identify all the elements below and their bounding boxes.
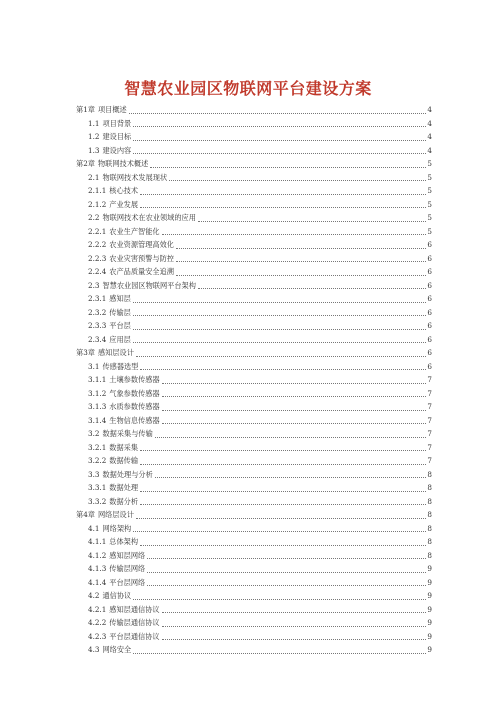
toc-page-number: 8 [427,537,432,546]
toc-dot-leader [147,558,426,559]
toc-entry-label [88,144,131,158]
toc-entry-text: 气象参数传感器 [109,388,160,398]
toc-dot-leader [162,410,427,411]
toc-page-number: 7 [427,429,432,438]
toc-dot-leader [133,599,426,600]
toc-page-number: 4 [427,118,432,128]
toc-entry-label [76,103,127,117]
toc-entry[interactable] [76,184,432,198]
toc-entry-number: 3.3.1 [88,483,107,492]
toc-dot-leader [136,356,427,357]
toc-entry-label [88,279,196,293]
toc-entry-text: 项目概述 [97,105,127,114]
toc-entry-text: 农业灾害预警与防控 [109,253,174,263]
toc-entry[interactable] [76,130,432,144]
toc-entry-number: 2.2.2 [88,240,107,249]
toc-entry-text: 项目背景 [102,118,132,128]
toc-entry[interactable] [76,508,432,522]
toc-page-number: 6 [427,240,432,249]
toc-entry[interactable] [76,535,432,549]
toc-page-number: 6 [427,334,432,344]
toc-entry[interactable] [76,333,432,347]
toc-entry[interactable] [76,252,432,266]
toc-dot-leader [162,639,427,640]
toc-entry[interactable] [76,198,432,212]
toc-entry-number: 4.2 [88,591,100,600]
toc-dot-leader [162,612,427,613]
toc-dot-leader [176,248,426,249]
toc-dot-leader [140,545,426,546]
toc-entry-text: 感知层通信协议 [109,604,160,614]
toc-entry-label [88,171,167,185]
toc-dot-leader [162,423,427,424]
toc-dot-leader [140,194,426,195]
toc-entry-text: 数据处理与分析 [102,469,153,479]
toc-entry-number: 1.3 [88,145,100,155]
toc-dot-leader [176,275,426,276]
toc-page-number: 7 [427,375,432,384]
toc-entry-text: 智慧农业园区物联网平台架构 [102,280,196,290]
toc-entry-label [88,616,160,630]
toc-entry-text: 传输层 [109,307,131,317]
toc-entry-number: 2.1.2 [88,199,107,209]
toc-entry-number: 2.2 [88,213,100,222]
toc-entry-number: 2.3.4 [88,334,107,344]
toc-entry-number: 4.3 [88,645,100,654]
toc-entry-number: 第4章 [76,510,95,519]
toc-page-number: 6 [427,348,432,357]
toc-entry-number: 2.3.1 [88,294,107,303]
toc-entry[interactable] [76,495,432,509]
toc-entry-number: 3.1.3 [88,402,107,411]
toc-entry-text: 传输层网络 [109,564,146,573]
toc-page-number: 6 [427,280,432,290]
toc-page-number: 7 [427,442,432,452]
toc-page-number: 9 [427,604,432,614]
toc-entry-text: 感知层网络 [109,550,146,560]
toc-entry-text: 网络安全 [102,645,132,654]
toc-entry-text: 总体架构 [109,537,139,546]
toc-entry-number: 1.2 [88,132,100,141]
toc-entry-number: 3.3 [88,469,100,479]
toc-page-number: 7 [427,388,432,398]
toc-dot-leader [133,653,426,654]
toc-entry-label [88,238,174,252]
toc-entry[interactable] [76,238,432,252]
toc-dot-leader [133,531,426,532]
toc-entry-label [88,562,145,576]
toc-entry[interactable] [76,373,432,387]
toc-entry[interactable] [76,589,432,603]
toc-entry-text: 数据分析 [109,496,139,506]
toc-entry-label [88,589,131,603]
toc-entry-text: 核心技术 [109,186,139,195]
toc-entry-label [88,481,138,495]
toc-dot-leader [140,450,426,451]
toc-entry-text: 物联网技术在农业领域的应用 [102,213,196,222]
toc-entry-text: 数据采集 [109,442,139,452]
toc-dot-leader [133,315,427,316]
toc-entry[interactable] [76,306,432,320]
toc-entry-number: 4.1.3 [88,564,107,573]
toc-entry[interactable] [76,481,432,495]
toc-entry[interactable] [76,400,432,414]
toc-entry-number: 3.1 [88,361,100,371]
toc-entry-number: 4.2.2 [88,618,107,627]
toc-entry-text: 农产品质量安全追溯 [109,267,174,276]
toc-entry-number: 第3章 [76,348,95,357]
toc-entry-label [88,549,145,563]
toc-dot-leader [155,437,427,438]
toc-dot-leader [140,504,426,505]
toc-entry-label [88,211,196,225]
toc-dot-leader [147,585,426,586]
toc-page-number: 6 [427,321,432,330]
toc-page-number: 5 [427,213,432,222]
toc-page-number: 5 [427,172,432,182]
toc-entry[interactable] [76,171,432,185]
toc-entry-text: 感知层 [109,294,131,303]
toc-entry-text: 物联网技术概述 [97,159,149,168]
toc-page-number: 6 [427,361,432,371]
toc-page-number: 4 [427,132,432,141]
toc-entry-label [88,468,153,482]
toc-entry-number: 3.2.1 [88,442,107,452]
toc-page-number: 5 [427,159,432,168]
toc-entry-label [88,495,138,509]
toc-entry[interactable] [76,603,432,617]
toc-entry-label [88,360,138,374]
toc-entry-number: 3.3.2 [88,496,107,506]
toc-page-number: 5 [427,199,432,209]
toc-entry-text: 农业资源管理高效化 [109,240,174,249]
toc-dot-leader [140,491,426,492]
toc-dot-leader [133,302,427,303]
toc-entry-label [88,387,160,401]
toc-entry-text: 产业发展 [109,199,139,209]
toc-page-number: 4 [427,105,432,114]
toc-entry-number: 4.2.1 [88,604,107,614]
toc-entry-text: 数据处理 [109,483,139,492]
toc-entry-number: 2.2.3 [88,253,107,263]
toc-dot-leader [147,572,426,573]
toc-entry-label [88,130,131,144]
toc-page-number: 9 [427,591,432,600]
toc-entry[interactable] [76,427,432,441]
toc-page-number: 4 [427,145,432,155]
toc-entry-number: 4.1.4 [88,577,107,587]
toc-entry-label [88,603,160,617]
toc-entry[interactable] [76,225,432,239]
table-of-contents [76,103,432,657]
toc-page-number: 8 [427,523,432,533]
toc-entry-label [88,117,131,131]
toc-entry-label [88,184,138,198]
toc-dot-leader [129,113,427,114]
toc-entry[interactable] [76,211,432,225]
toc-page-number: 5 [427,186,432,195]
toc-entry[interactable] [76,468,432,482]
toc-entry[interactable] [76,576,432,590]
toc-entry-number: 1.1 [88,118,100,128]
toc-entry[interactable] [76,643,432,657]
toc-entry-number: 4.2.3 [88,631,107,641]
toc-entry-number: 2.3.2 [88,307,107,317]
toc-entry-label [76,157,148,171]
document-title: 智慧农业园区物联网平台建设方案 [124,79,372,98]
toc-dot-leader [150,167,426,168]
toc-page-number: 9 [427,645,432,654]
toc-page-number: 9 [427,577,432,587]
toc-entry[interactable] [76,522,432,536]
toc-entry-text: 平台层 [109,321,131,330]
toc-dot-leader [140,464,426,465]
toc-entry-text: 农业生产智能化 [109,226,160,236]
toc-entry-text: 应用层 [109,334,131,344]
toc-entry[interactable] [76,441,432,455]
toc-entry-label [88,643,131,657]
toc-entry[interactable] [76,616,432,630]
toc-entry[interactable] [76,387,432,401]
toc-entry-text: 传输层通信协议 [109,618,160,627]
toc-entry-number: 2.1.1 [88,186,107,195]
toc-entry[interactable] [76,346,432,360]
toc-dot-leader [133,126,426,127]
toc-dot-leader [162,234,427,235]
toc-entry-label [88,535,138,549]
toc-entry[interactable] [76,319,432,333]
toc-entry-text: 建设目标 [102,132,132,141]
toc-dot-leader [162,396,427,397]
toc-page-number: 8 [427,550,432,560]
toc-page-number: 5 [427,226,432,236]
toc-entry-text: 感知层设计 [97,348,134,357]
toc-page-number: 7 [427,402,432,411]
toc-entry-label [88,441,138,455]
toc-dot-leader [133,140,426,141]
toc-entry-label [88,427,153,441]
toc-page-number: 9 [427,631,432,641]
toc-dot-leader [155,477,427,478]
toc-dot-leader [198,221,427,222]
toc-entry-text: 通信协议 [102,591,132,600]
toc-entry-text: 建设内容 [102,145,132,155]
toc-dot-leader [133,342,427,343]
toc-entry-label [88,522,131,536]
toc-page-number: 7 [427,456,432,465]
toc-entry-text: 传感器选型 [102,361,139,371]
toc-entry-label [88,400,160,414]
toc-page-number: 7 [427,415,432,425]
toc-entry[interactable] [76,360,432,374]
toc-entry-label [88,319,131,333]
toc-entry-number: 3.2 [88,429,100,438]
toc-entry-number: 3.1.2 [88,388,107,398]
toc-entry[interactable] [76,265,432,279]
toc-entry-label [88,225,160,239]
toc-entry[interactable] [76,292,432,306]
toc-entry-number: 第1章 [76,105,95,114]
toc-page-number: 8 [427,483,432,492]
toc-entry[interactable] [76,549,432,563]
toc-entry-label [88,454,138,468]
toc-entry[interactable] [76,414,432,428]
toc-page-number: 6 [427,307,432,317]
toc-dot-leader [176,261,426,262]
toc-entry[interactable] [76,454,432,468]
toc-entry[interactable] [76,279,432,293]
toc-dot-leader [140,369,426,370]
toc-page-number: 6 [427,253,432,263]
toc-entry-number: 2.3.3 [88,321,107,330]
toc-entry[interactable] [76,103,432,117]
toc-entry-text: 生物信息传感器 [109,415,160,425]
toc-entry-number: 2.3 [88,280,100,290]
toc-entry-number: 2.2.1 [88,226,107,236]
toc-entry-text: 土壤参数传感器 [109,375,160,384]
toc-dot-leader [133,329,427,330]
toc-entry-label [88,292,131,306]
toc-entry[interactable] [76,630,432,644]
toc-entry[interactable] [76,562,432,576]
toc-entry[interactable] [76,144,432,158]
toc-dot-leader [169,180,426,181]
toc-page-number: 8 [427,510,432,519]
toc-entry-number: 3.1.4 [88,415,107,425]
toc-entry-text: 数据传输 [109,456,139,465]
toc-entry-label [88,414,160,428]
toc-dot-leader [133,153,426,154]
toc-dot-leader [162,383,427,384]
toc-entry[interactable] [76,117,432,131]
toc-entry-number: 3.1.1 [88,375,107,384]
toc-page-number: 8 [427,496,432,506]
toc-entry-label [76,508,134,522]
toc-page-number: 9 [427,618,432,627]
toc-dot-leader [162,626,427,627]
toc-entry-number: 第2章 [76,159,95,168]
toc-page-number: 8 [427,469,432,479]
toc-entry-text: 网络架构 [102,523,132,533]
toc-entry-label [88,306,131,320]
toc-page-number: 6 [427,294,432,303]
toc-entry-label [88,252,174,266]
toc-entry-number: 2.1 [88,172,100,182]
toc-entry-label [88,265,174,279]
toc-entry-number: 2.2.4 [88,267,107,276]
toc-entry-label [88,198,138,212]
toc-entry-number: 4.1.1 [88,537,107,546]
toc-entry-label [88,373,160,387]
toc-entry-number: 4.1.2 [88,550,107,560]
toc-page-number: 9 [427,564,432,573]
toc-entry-label [88,630,160,644]
toc-entry-text: 平台层网络 [109,577,146,587]
toc-dot-leader [198,288,427,289]
toc-entry-text: 数据采集与传输 [102,429,153,438]
toc-page-number: 6 [427,267,432,276]
toc-entry-text: 水质参数传感器 [109,402,160,411]
toc-entry-number: 3.2.2 [88,456,107,465]
toc-entry-label [88,333,131,347]
toc-entry-label [88,576,145,590]
toc-entry-text: 网络层设计 [97,510,134,519]
toc-entry-number: 4.1 [88,523,100,533]
toc-entry-text: 物联网技术发展现状 [102,172,168,182]
toc-entry-text: 平台层通信协议 [109,631,160,641]
toc-dot-leader [140,207,426,208]
toc-dot-leader [136,518,427,519]
toc-entry-label [76,346,134,360]
toc-entry[interactable] [76,157,432,171]
